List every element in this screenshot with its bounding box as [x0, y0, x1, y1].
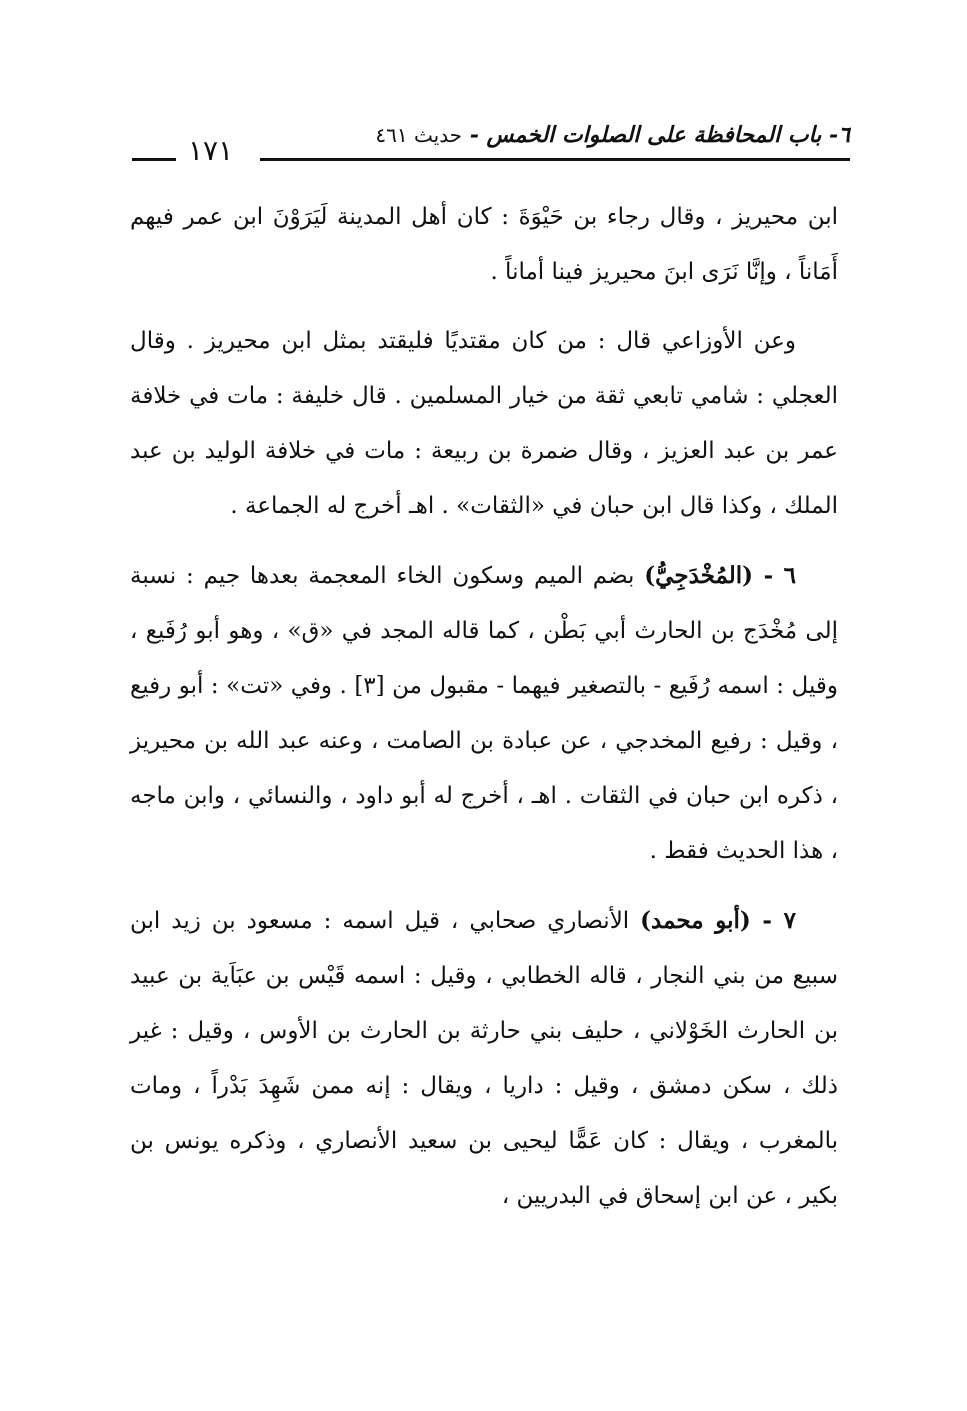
paragraph-text: وعن الأوزاعي قال : من كان مقتديًا فليقتد بمثل ابن محيريز . وقال العجلي : شامي تابعي ثقة من خيار المسلمين . قال خليفة : مات في خلافة عمر بن عبد العزيز ، وقال ضمرة بن ربيعة : مات في خلافة الوليد بن عبد الملك ، وكذا قال ابن حبان في «الثقات» . اهـ أخرج له الجماعة .: [130, 328, 838, 519]
paragraph-entry-6: [130, 548, 838, 879]
entry-heading: ٦ - (المُخْدَجِيُّ): [644, 562, 797, 589]
entry-heading: ٧ - (أبو محمد): [640, 907, 796, 934]
paragraph-entry-7: [130, 893, 838, 1224]
paragraph-text: الأنصاري صحابي ، قيل اسمه : مسعود بن زيد ابن سبيع من بني النجار ، قاله الخطابي ، وقيل : اسمه قَيْس بن عبَاَية بن عبيد بن الحارث الخَوْلاني ، حليف بني حارثة بن الحارث بن الأوس ، وقيل : غير ذلك ، سكن دمشق ، وقيل : داريا ، ويقال : إنه ممن شَهِدَ بَدْراً ، ومات بالمغرب ، ويقال : كان عَمًّا ليحيى بن سعيد الأنصاري ، وذكره يونس بن بكير ، عن ابن إسحاق في البدريين ،: [130, 908, 838, 1209]
page-header: [120, 118, 850, 168]
main-text: [130, 190, 838, 1224]
title-separator: -: [462, 122, 487, 148]
header-rule-long: [260, 158, 850, 161]
paragraph-text: بضم الميم وسكون الخاء المعجمة بعدها جيم : نسبة إلى مُخْدَج بن الحارث أبي بَطْن ، كما قاله المجد في «ق» ، وهو أبو رُفَيع ، وقيل : اسمه رُفَيع - بالتصغير فيهما - مقبول من [٣] . وفي «تت» : أبو رفيع ، وقيل : رفيع المخدجي ، عن عبادة بن الصامت ، وعنه عبد الله بن محيريز ، ذكره ابن حبان في الثقات . اهـ ، أخرج له أبو داود ، والنسائي ، وابن ماجه ، هذا الحديث فقط .: [130, 563, 838, 864]
page-number: ١٧١: [188, 134, 234, 167]
chapter-title: ٦- باب المحافظة على الصلوات الخمس: [486, 122, 850, 148]
paragraph-text: ابن محيريز ، وقال رجاء بن حَيْوَةَ : كان أهل المدينة لَيَرَوْنَ ابن عمر فيهم أَمَاناً ، وإنَّا نَرَى ابنَ محيريز فينا أماناً .: [130, 204, 838, 285]
running-title: [375, 122, 850, 148]
paragraph-continuation: [130, 190, 838, 300]
paragraph-awzai: [130, 314, 838, 534]
header-rule-short: [132, 158, 176, 161]
hadith-reference: حديث ٤٦١: [375, 123, 463, 147]
